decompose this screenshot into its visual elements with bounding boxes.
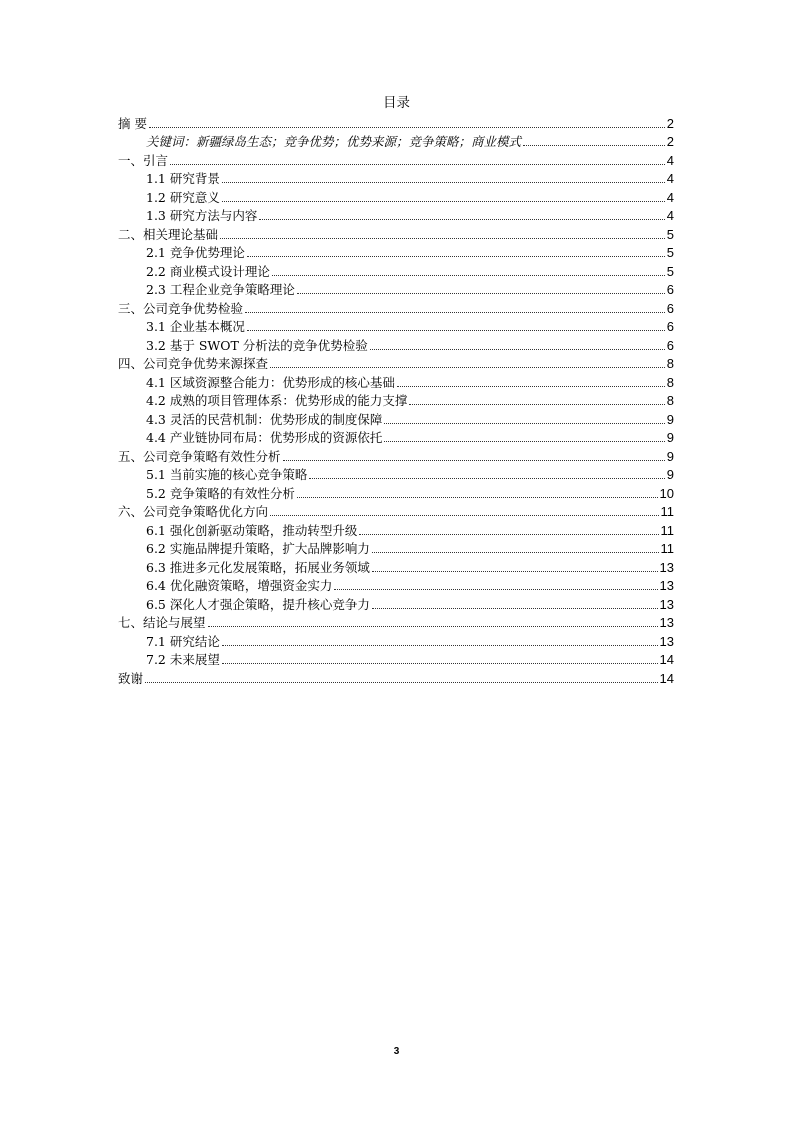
dot-leader: [259, 218, 664, 220]
toc-entry-label: 七、结论与展望: [118, 615, 206, 630]
toc-entry[interactable]: [118, 133, 674, 152]
dot-leader: [309, 477, 664, 479]
dot-leader: [220, 237, 665, 239]
dot-leader: [145, 681, 658, 683]
toc-entry-label: 四、公司竞争优势来源探查: [118, 356, 269, 371]
toc-entry-page: 4: [666, 152, 674, 168]
toc-entry-label: 4.2 成熟的项目管理体系：优势形成的能力支撑: [146, 393, 408, 408]
dot-leader: [372, 570, 658, 572]
toc-entry-page: 5: [666, 245, 674, 260]
toc-entry-page: 14: [659, 652, 674, 667]
toc-entry-page: 13: [659, 596, 674, 612]
dot-leader: [270, 366, 665, 368]
table-of-contents: [118, 114, 674, 688]
toc-entry-page: 2: [666, 115, 674, 131]
toc-entry-page: 5: [666, 226, 674, 242]
toc-entry-label: 1.1 研究背景: [146, 171, 220, 186]
toc-entry[interactable]: [118, 281, 674, 300]
dot-leader: [384, 440, 664, 442]
page-number: 3: [393, 1046, 400, 1057]
toc-entry-label: 2.1 竞争优势理论: [146, 245, 245, 260]
toc-entry[interactable]: [118, 207, 674, 226]
toc-entry-page: 2: [666, 134, 674, 149]
dot-leader: [397, 385, 665, 387]
toc-entry[interactable]: [118, 244, 674, 263]
toc-entry-label: 7.2 未来展望: [146, 652, 220, 667]
toc-entry[interactable]: [118, 484, 674, 503]
toc-entry-page: 6: [666, 300, 674, 316]
toc-entry[interactable]: [118, 336, 674, 355]
toc-entry-page: 6: [666, 282, 674, 297]
dot-leader: [247, 255, 665, 257]
toc-entry[interactable]: [118, 521, 674, 540]
toc-entry-label: 五、公司竞争策略有效性分析: [118, 448, 281, 464]
dot-leader: [372, 551, 659, 553]
toc-entry[interactable]: [118, 651, 674, 670]
toc-entry-label: 摘 要: [118, 115, 147, 131]
toc-entry-label: 2.2 商业模式设计理论: [146, 263, 270, 279]
dot-leader: [384, 422, 664, 424]
toc-entry[interactable]: [118, 114, 674, 133]
dot-leader: [370, 348, 665, 350]
dot-leader: [297, 496, 658, 498]
toc-entry-page: 11: [660, 541, 674, 556]
toc-entry-page: 9: [666, 448, 674, 464]
toc-entry-label: 4.1 区域资源整合能力：优势形成的核心基础: [146, 374, 395, 390]
toc-entry-label: 三、公司竞争优势检验: [118, 300, 244, 316]
toc-entry-label: 致谢: [118, 670, 144, 686]
toc-entry-page: 9: [666, 430, 674, 445]
dot-leader: [334, 588, 657, 590]
toc-entry-label: 5.2 竞争策略的有效性分析: [146, 485, 295, 501]
dot-leader: [245, 311, 665, 313]
toc-entry-label: 4.3 灵活的民营机制：优势形成的制度保障: [146, 411, 383, 427]
toc-entry[interactable]: [118, 466, 674, 485]
toc-entry[interactable]: [118, 170, 674, 189]
toc-entry[interactable]: [118, 429, 674, 448]
toc-entry[interactable]: [118, 595, 674, 614]
toc-entry-page: 4: [666, 189, 674, 205]
toc-entry-label: 7.1 研究结论: [146, 633, 220, 649]
toc-entry-label: 6.5 深化人才强企策略，提升核心竞争力: [146, 596, 370, 612]
toc-entry-page: 8: [666, 374, 674, 390]
toc-entry-page: 4: [666, 171, 674, 186]
toc-entry-page: 13: [659, 578, 674, 593]
toc-entry-label: 5.1 当前实施的核心竞争策略: [146, 467, 308, 482]
toc-entry-page: 8: [666, 356, 674, 371]
toc-entry-label: 3.1 企业基本概况: [146, 319, 245, 334]
toc-entry-label: 一、引言: [118, 152, 169, 168]
toc-entry-label: 6.2 实施品牌提升策略，扩大品牌影响力: [146, 541, 370, 556]
toc-entry[interactable]: [118, 669, 674, 688]
toc-entry-page: 13: [659, 559, 674, 575]
toc-entry-label: 6.4 优化融资策略，增强资金实力: [146, 578, 333, 593]
toc-entry[interactable]: [118, 410, 674, 429]
toc-entry-label: 2.3 工程企业竞争策略理论: [146, 282, 295, 297]
dot-leader: [208, 625, 658, 627]
toc-entry-page: 9: [666, 411, 674, 427]
toc-title: 目录: [383, 95, 410, 111]
toc-entry[interactable]: [118, 540, 674, 559]
toc-entry[interactable]: [118, 632, 674, 651]
toc-entry-label: 六、公司竞争策略优化方向: [118, 504, 269, 519]
dot-leader: [283, 459, 665, 461]
toc-entry[interactable]: [118, 392, 674, 411]
toc-entry[interactable]: [118, 225, 674, 244]
dot-leader: [270, 514, 658, 516]
toc-entry-page: 4: [666, 208, 674, 223]
toc-entry-page: 13: [659, 615, 674, 630]
toc-entry-page: 10: [659, 485, 674, 501]
toc-entry-label: 1.3 研究方法与内容: [146, 208, 258, 223]
toc-entry-label: 6.1 强化创新驱动策略，推动转型升级: [146, 522, 358, 538]
toc-entry[interactable]: [118, 503, 674, 522]
toc-entry-page: 8: [666, 393, 674, 408]
toc-entry-page: 14: [659, 670, 674, 686]
toc-entry[interactable]: [118, 262, 674, 281]
toc-entry-page: 6: [666, 337, 674, 353]
toc-entry-label: 1.2 研究意义: [146, 189, 220, 205]
dot-leader: [222, 181, 665, 183]
toc-entry-label: 3.2 基于 SWOT 分析法的竞争优势检验: [146, 337, 368, 353]
toc-entry[interactable]: [118, 188, 674, 207]
toc-entry-label: 二、相关理论基础: [118, 226, 219, 242]
toc-entry-page: 9: [666, 467, 674, 482]
dot-leader: [523, 144, 665, 146]
toc-entry[interactable]: [118, 151, 674, 170]
toc-entry-page: 6: [666, 319, 674, 334]
toc-entry[interactable]: [118, 299, 674, 318]
dot-leader: [359, 533, 658, 535]
dot-leader: [247, 329, 665, 331]
dot-leader: [409, 403, 664, 405]
toc-entry[interactable]: [118, 355, 674, 374]
dot-leader: [297, 292, 665, 294]
toc-entry-label: 6.3 推进多元化发展策略，拓展业务领域: [146, 559, 370, 575]
toc-entry-page: 11: [660, 504, 674, 519]
toc-entry-label: 4.4 产业链协同布局：优势形成的资源依托: [146, 430, 383, 445]
dot-leader: [170, 163, 665, 165]
dot-leader: [372, 607, 658, 609]
toc-entry[interactable]: [118, 577, 674, 596]
toc-entry-label: 关键词：新疆绿岛生态；竞争优势；优势来源；竞争策略；商业模式: [146, 134, 522, 149]
dot-leader: [149, 126, 665, 128]
dot-leader: [222, 662, 658, 664]
toc-entry[interactable]: [118, 558, 674, 577]
dot-leader: [272, 274, 665, 276]
toc-entry-page: 11: [660, 522, 674, 538]
toc-entry[interactable]: [118, 447, 674, 466]
toc-entry-page: 5: [666, 263, 674, 279]
dot-leader: [222, 200, 665, 202]
dot-leader: [222, 644, 658, 646]
toc-entry[interactable]: [118, 318, 674, 337]
toc-entry[interactable]: [118, 614, 674, 633]
toc-entry-page: 13: [659, 633, 674, 649]
toc-entry[interactable]: [118, 373, 674, 392]
